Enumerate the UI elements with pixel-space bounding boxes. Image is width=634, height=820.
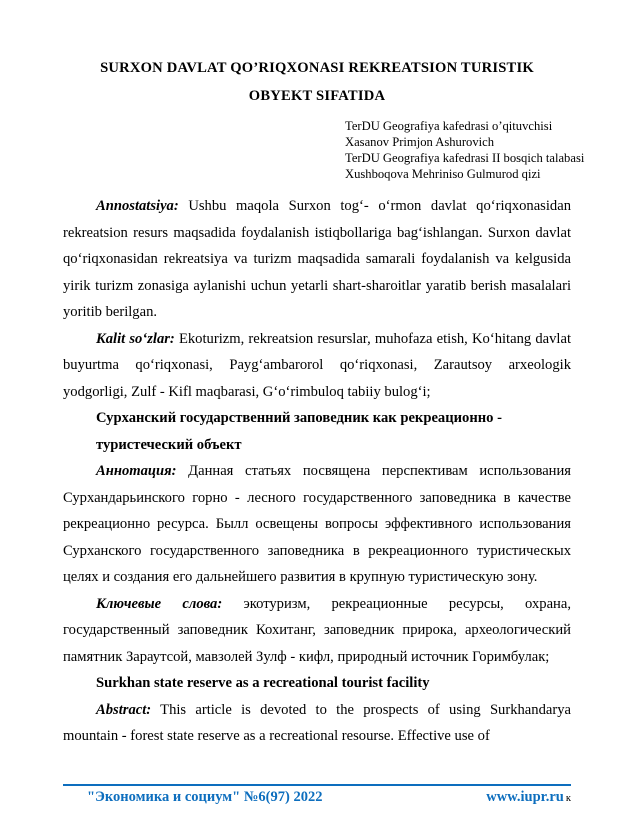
- article-title: [63, 54, 571, 110]
- en-abstract-paragraph: [63, 697, 571, 750]
- uz-keywords-label: Kalit so‘zlar:: [96, 330, 175, 347]
- journal-issue-label: "Экономика и социум" №6(97) 2022: [87, 789, 323, 805]
- footer-right: [486, 789, 571, 806]
- uz-abstract-label: Annostatsiya:: [96, 198, 179, 214]
- page-footer: [63, 784, 571, 806]
- author-affiliation-1: TerDU Geografiya kafedrasi o’qituvchisi: [345, 119, 553, 133]
- author-affiliation-2: TerDU Geografiya kafedrasi II bosqich talabasi: [345, 151, 585, 165]
- en-title: Surkhan state reserve as a recreational tourist facility: [96, 675, 430, 691]
- uz-keywords-text: Ekoturizm, rekreatsion resurslar, muhofaza etish, Ko‘hitang davlat buyurtma qo‘riqxonasi, Payg‘ambarorol qo‘riqxonasi, Zarautsoy arxeologik yodgorligi, Zulf - Kifl maqbarasi, G‘o‘rimbuloq tabiiy bulog‘i;: [63, 330, 572, 400]
- ru-abstract-paragraph: [63, 458, 571, 591]
- uz-abstract-paragraph: [63, 193, 571, 326]
- en-abstract-label: Abstract:: [96, 701, 152, 718]
- author-block: [63, 118, 585, 182]
- ru-keywords-paragraph: [63, 591, 571, 671]
- ru-title-line1: Сурханский государственний заповедник как рекреационно -: [96, 410, 502, 426]
- footer-suffix-char: к: [565, 793, 571, 804]
- ru-keywords-text: экотуризм, рекреационные ресурсы, охрана, государственный заповедник Кохитанг, заповедник прирока, археологический памятник Зараутсой, мавзолей Зулф - кифл, природный источник Горимбулак;: [63, 595, 571, 665]
- article-body: [63, 193, 571, 750]
- ru-keywords-label: Ключевые слова:: [96, 595, 223, 612]
- en-abstract-text: This article is devoted to the prospects of using Surkhandarya mountain - forest state reserve as a recreational resourse. Effective use of: [63, 701, 571, 744]
- ru-title-line2: туристеческий объект: [96, 436, 242, 453]
- uz-keywords-paragraph: [63, 326, 571, 406]
- author-name-2: Xushboqova Mehriniso Gulmurod qizi: [345, 167, 541, 181]
- journal-website-link[interactable]: www.iupr.ru: [486, 789, 564, 805]
- ru-abstract-text: Данная статьях посвящена перспективам использования Сурхандарьинского горно - лесного государственного заповедника в качестве рекреационно ресурса. Былл освещены вопросы эффективного использования Сурханского государственного заповедника в рекреационного туристическых целях и создания его дальнейшего развития в крупную туристическую зону.: [63, 463, 571, 585]
- page-content: [0, 54, 634, 750]
- uz-abstract-text: Ushbu maqola Surxon tog‘- o‘rmon davlat qo‘riqxonasidan rekreatsion resurs maqsadida foydalanish istiqbollariga bag‘ishlangan. Surxon davlat qo‘riqxonasidan rekreatsiya va turizm maqsadida samarali foydalanish va kelgusida yirik turizm zonasiga aylanishi uchun yetarli shart-sharoitlar yaratib berish masalalari yoritib berilgan.: [63, 198, 571, 320]
- article-title-line2: OBYEKT SIFATIDA: [248, 88, 386, 104]
- article-title-line1: SURXON DAVLAT QO’RIQXONASI REKREATSION TURISTIK: [100, 60, 534, 76]
- author-name-1: Xasanov Primjon Ashurovich: [345, 135, 495, 149]
- ru-abstract-label: Аннотация:: [96, 463, 177, 479]
